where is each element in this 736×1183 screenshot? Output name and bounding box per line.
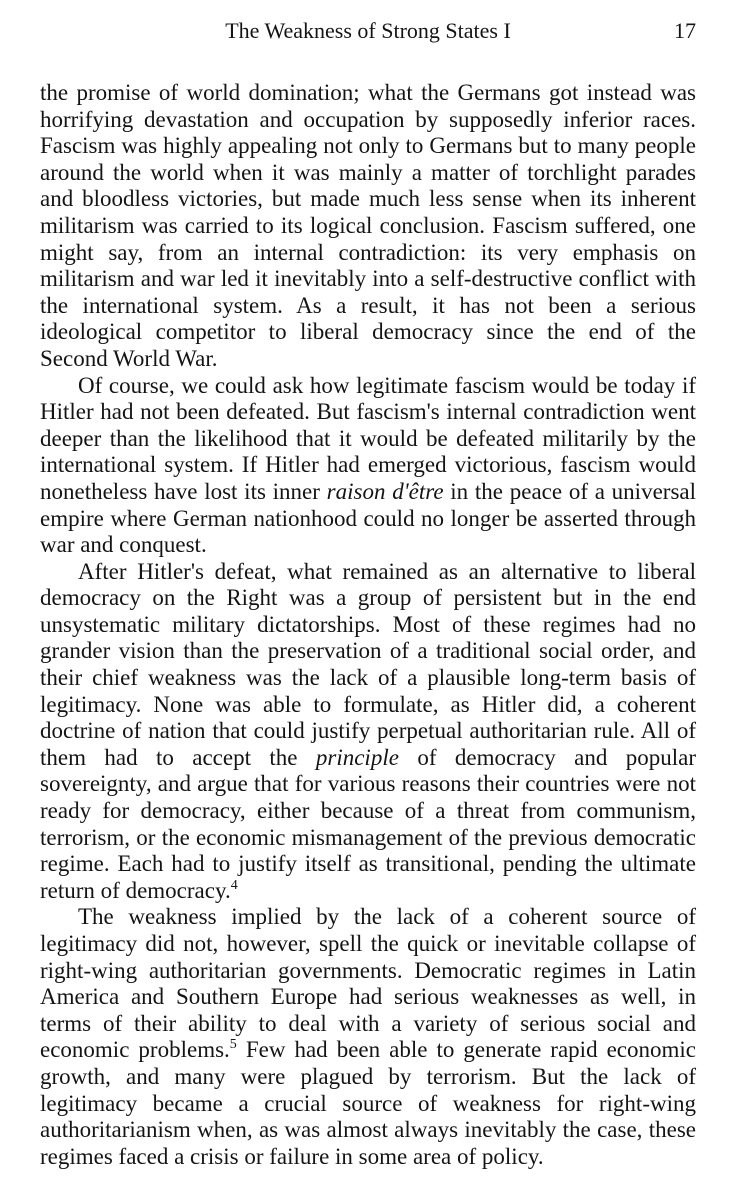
paragraph-3-text-end: of democracy and popular sovereignty, and argue that for various reasons their countries were not ready for democracy, either because of a threat from communism, terrorism, or the economic mismanagement of the previous democratic regime. Each had to justify itself as transitional, pending the ultimate return of democracy.: [40, 744, 696, 903]
paragraph-2: [40, 373, 696, 559]
footnote-marker-4: 4: [230, 877, 238, 893]
page-number: 17: [674, 18, 696, 43]
italic-principle: principle: [315, 744, 399, 770]
paragraph-2-text-start: Of course, we could ask how legitimate fascism would be today if Hitler had not been defeated. But fascism's internal contradiction went deeper than the likelihood that it would be defeated militarily by the international system. If Hitler had emerged victorious, fascism would nonetheless have lost its inner: [40, 372, 696, 504]
italic-raison-detre: raison d'être: [326, 478, 444, 504]
running-head: [0, 16, 736, 46]
paragraph-2-text-end: in the peace of a universal empire where German nationhood could no longer be asserted through war and conquest.: [40, 478, 696, 558]
paragraph-4: [40, 904, 696, 1170]
running-title: The Weakness of Strong States I: [225, 18, 511, 43]
paragraph-3-text-start: After Hitler's defeat, what remained as an alternative to liberal democracy on the Right was a group of persistent but in the end unsystematic military dictatorships. Most of these regimes had no grander vision than the preservation of a traditional social order, and their chief weakness was the lack of a plausible long-term basis of legitimacy. None was able to formulate, as Hitler did, a coherent doctrine of nation that could justify perpetual authoritarian rule. All of them had to accept the: [40, 558, 696, 770]
paragraph-3: [40, 559, 696, 905]
footnote-marker-5: 5: [229, 1037, 237, 1053]
body-text: [40, 80, 696, 1170]
paragraph-1-text: the promise of world domination; what the Germans got instead was horrifying devastation and occupation by supposedly inferior races. Fascism was highly appealing not only to Germans but to many people around the world when it was mainly a matter of torchlight parades and bloodless victories, but made much less sense when its inherent militarism was carried to its logical conclusion. Fascism suffered, one might say, from an internal contradiction: its very emphasis on militarism and war led it inevitably into a self-destructive conflict with the international system. As a result, it has not been a serious ideological competitor to liberal democracy since the end of the Second World War.: [40, 80, 696, 371]
paragraph-4-text-start: The weakness implied by the lack of a coherent source of legitimacy did not, however, spell the quick or inevitable collapse of right-wing authoritarian governments. Democratic regimes in Latin America and Southern Europe had serious weaknesses as well, in terms of their ability to deal with a variety of serious social and economic problems.: [40, 904, 696, 1063]
paragraph-1: [40, 80, 696, 373]
paragraph-4-text-end: Few had been able to generate rapid economic growth, and many were plagued by terrorism. But the lack of legitimacy became a crucial source of weakness for right-wing authoritarianism when, as was almost always inevitably the case, these regimes faced a crisis or failure in some area of policy.: [40, 1037, 696, 1169]
